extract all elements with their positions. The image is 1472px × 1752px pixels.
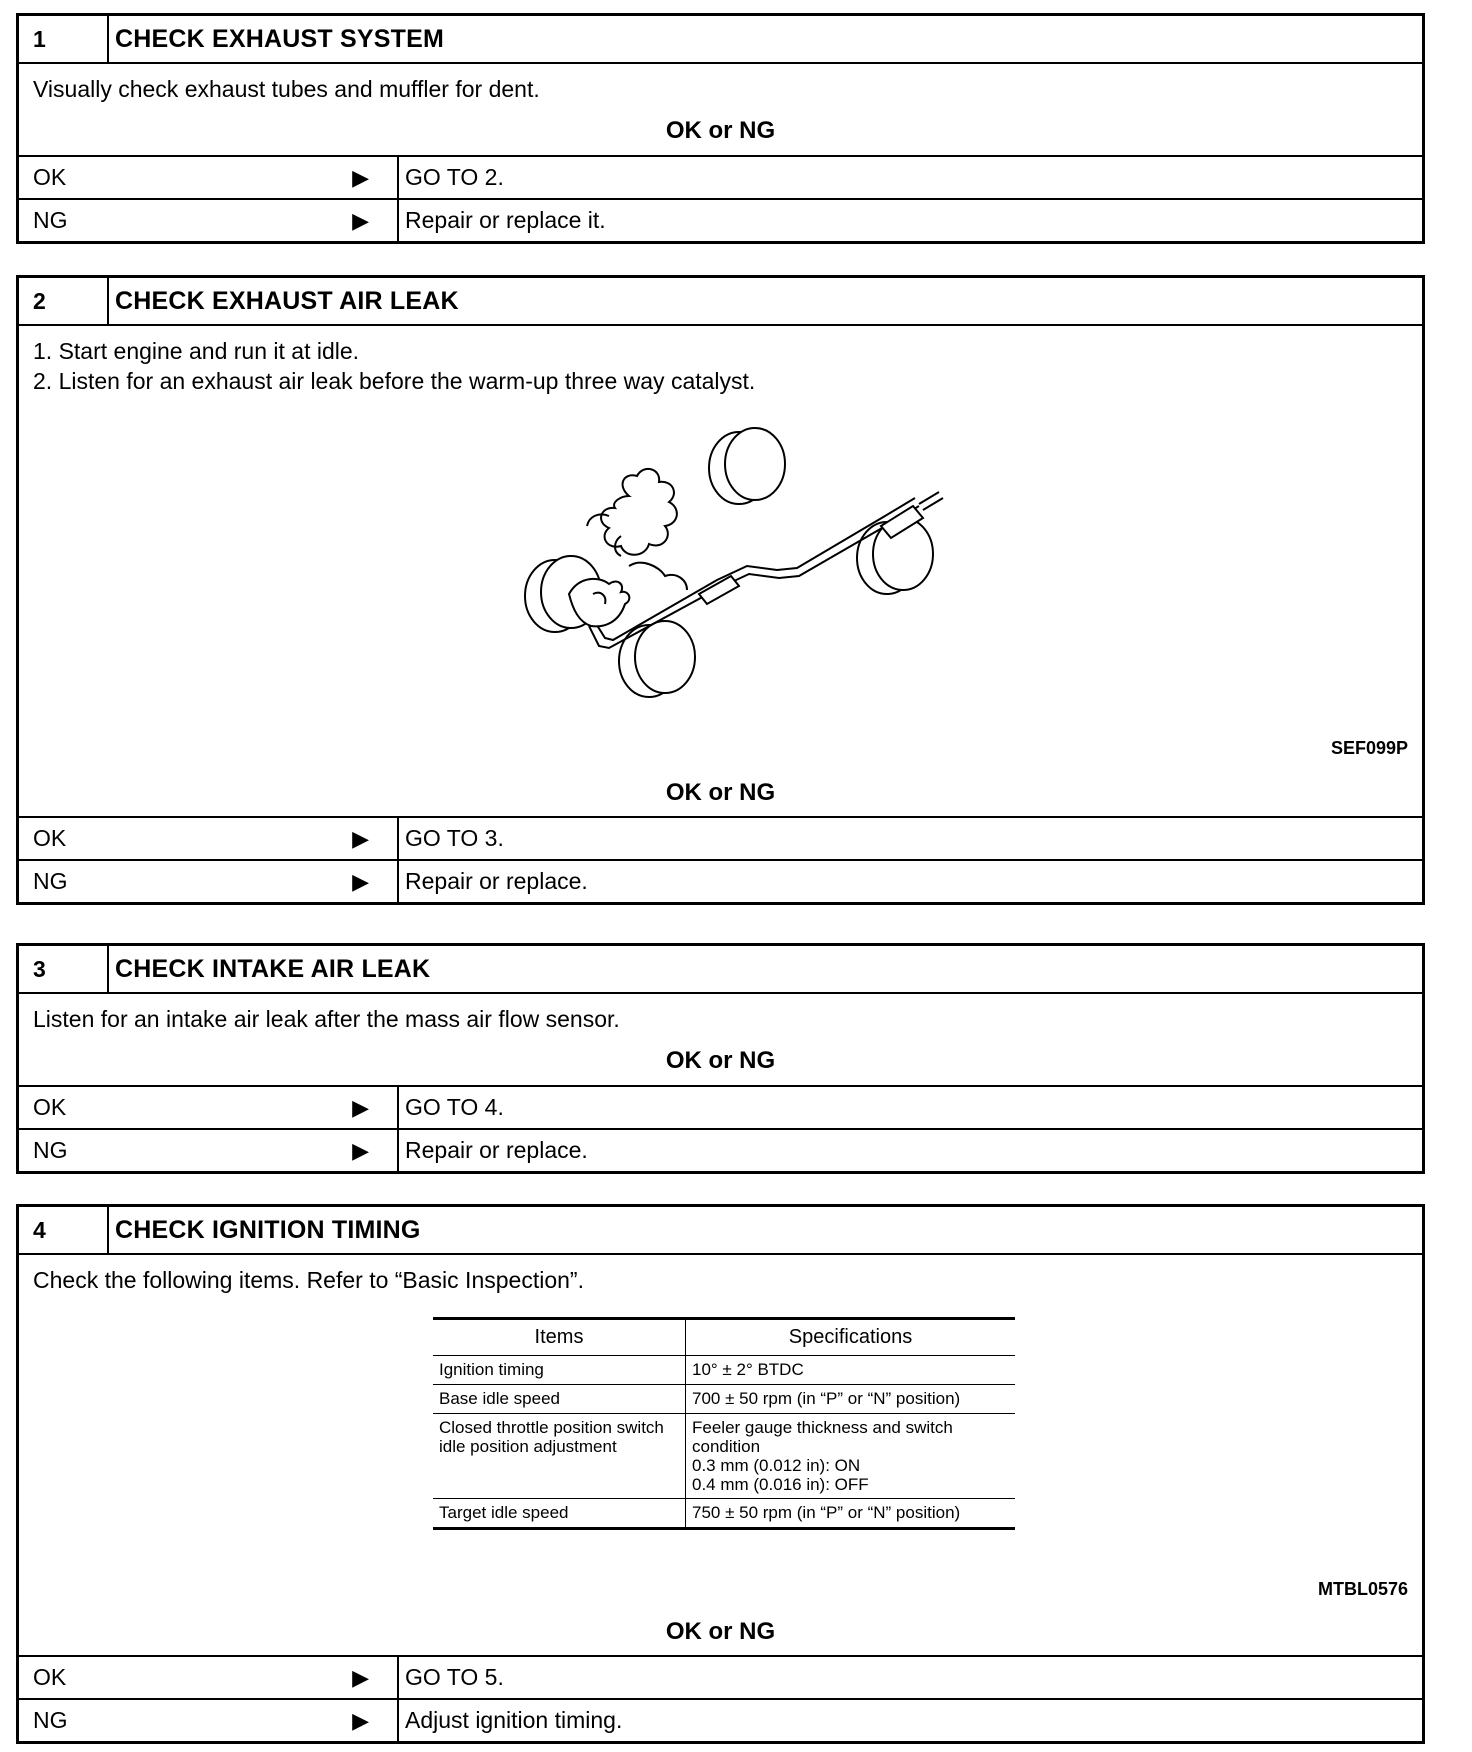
result-row-ng <box>19 1698 1422 1741</box>
arrow-right-icon: ▶ <box>352 164 369 190</box>
table-cell: Base idle speed <box>433 1385 686 1414</box>
step-title: CHECK EXHAUST AIR LEAK <box>115 286 459 315</box>
table-cell: Target idle speed <box>433 1499 686 1529</box>
result-action: GO TO 2. <box>405 164 504 190</box>
table-row <box>433 1414 1015 1499</box>
step-1 <box>16 13 1425 244</box>
column-header: Specifications <box>686 1319 1016 1356</box>
table-row <box>433 1385 1015 1414</box>
result-action: GO TO 3. <box>405 825 504 851</box>
arrow-right-icon: ▶ <box>352 207 369 233</box>
result-row-ok <box>19 816 1422 859</box>
ok-or-ng-label: OK or NG <box>665 779 776 806</box>
result-action: Repair or replace. <box>405 868 588 894</box>
step-body <box>19 64 1422 155</box>
table-cell: 10° ± 2° BTDC <box>686 1356 1016 1385</box>
result-label: NG <box>33 207 68 233</box>
result-label: OK <box>33 1094 67 1120</box>
instruction-text: Visually check exhaust tubes and muffler for dent. <box>33 76 540 102</box>
result-action: Adjust ignition timing. <box>405 1707 623 1733</box>
result-label: NG <box>33 1137 68 1163</box>
arrow-right-icon: ▶ <box>352 868 369 894</box>
step-title: CHECK IGNITION TIMING <box>115 1215 421 1244</box>
table-row <box>433 1356 1015 1385</box>
step-3 <box>16 943 1425 1174</box>
figure-code: SEF099P <box>1330 738 1408 758</box>
result-action: Repair or replace. <box>405 1137 588 1163</box>
result-action: GO TO 4. <box>405 1094 504 1120</box>
table-cell: 700 ± 50 rpm (in “P” or “N” position) <box>686 1385 1016 1414</box>
step-number: 2 <box>19 278 109 324</box>
arrow-right-icon: ▶ <box>352 825 369 851</box>
ok-or-ng-label: OK or NG <box>665 1618 776 1645</box>
column-header: Items <box>433 1319 686 1356</box>
instruction-text: 2. Listen for an exhaust air leak before the warm-up three way catalyst. <box>33 368 756 394</box>
step-2 <box>16 275 1425 905</box>
result-row-ng <box>19 1128 1422 1171</box>
result-label: OK <box>33 825 67 851</box>
instruction-text: 1. Start engine and run it at idle. <box>33 338 360 364</box>
result-row-ok <box>19 155 1422 198</box>
arrow-right-icon: ▶ <box>352 1707 369 1733</box>
step-title: CHECK EXHAUST SYSTEM <box>115 24 445 53</box>
result-label: OK <box>33 164 67 190</box>
table-cell: 750 ± 50 rpm (in “P” or “N” position) <box>686 1499 1016 1529</box>
instruction-text: Check the following items. Refer to “Basic Inspection”. <box>33 1267 584 1293</box>
step-header <box>19 946 1422 994</box>
result-action: GO TO 5. <box>405 1664 504 1690</box>
table-cell: Feeler gauge thickness and switch condition 0.3 mm (0.012 in): ON 0.4 mm (0.016 in): OFF <box>686 1414 1016 1499</box>
result-label: OK <box>33 1664 67 1690</box>
step-number: 3 <box>19 946 109 992</box>
step-body <box>19 994 1422 1085</box>
step-body <box>19 326 1422 816</box>
figure-code: MTBL0576 <box>1317 1579 1408 1599</box>
result-label: NG <box>33 868 68 894</box>
specifications-table <box>433 1317 1015 1530</box>
result-row-ng <box>19 859 1422 902</box>
result-action: Repair or replace it. <box>405 207 606 233</box>
table-cell: Closed throttle position switch idle position adjustment <box>433 1414 686 1499</box>
step-header <box>19 278 1422 326</box>
step-title: CHECK INTAKE AIR LEAK <box>115 954 431 983</box>
step-header <box>19 1207 1422 1255</box>
arrow-right-icon: ▶ <box>352 1664 369 1690</box>
table-cell: Ignition timing <box>433 1356 686 1385</box>
step-body <box>19 1255 1422 1655</box>
step-header <box>19 16 1422 64</box>
ok-or-ng-label: OK or NG <box>665 1047 776 1074</box>
instruction-text: Listen for an intake air leak after the mass air flow sensor. <box>33 1006 620 1032</box>
result-label: NG <box>33 1707 68 1733</box>
step-number: 4 <box>19 1207 109 1253</box>
step-number: 1 <box>19 16 109 62</box>
ok-or-ng-label: OK or NG <box>665 117 776 144</box>
table-header-row <box>433 1319 1015 1356</box>
exhaust-leak-illustration <box>509 426 949 716</box>
result-row-ok <box>19 1085 1422 1128</box>
table-row <box>433 1499 1015 1529</box>
result-row-ok <box>19 1655 1422 1698</box>
step-4 <box>16 1204 1425 1744</box>
arrow-right-icon: ▶ <box>352 1137 369 1163</box>
result-row-ng <box>19 198 1422 241</box>
arrow-right-icon: ▶ <box>352 1094 369 1120</box>
